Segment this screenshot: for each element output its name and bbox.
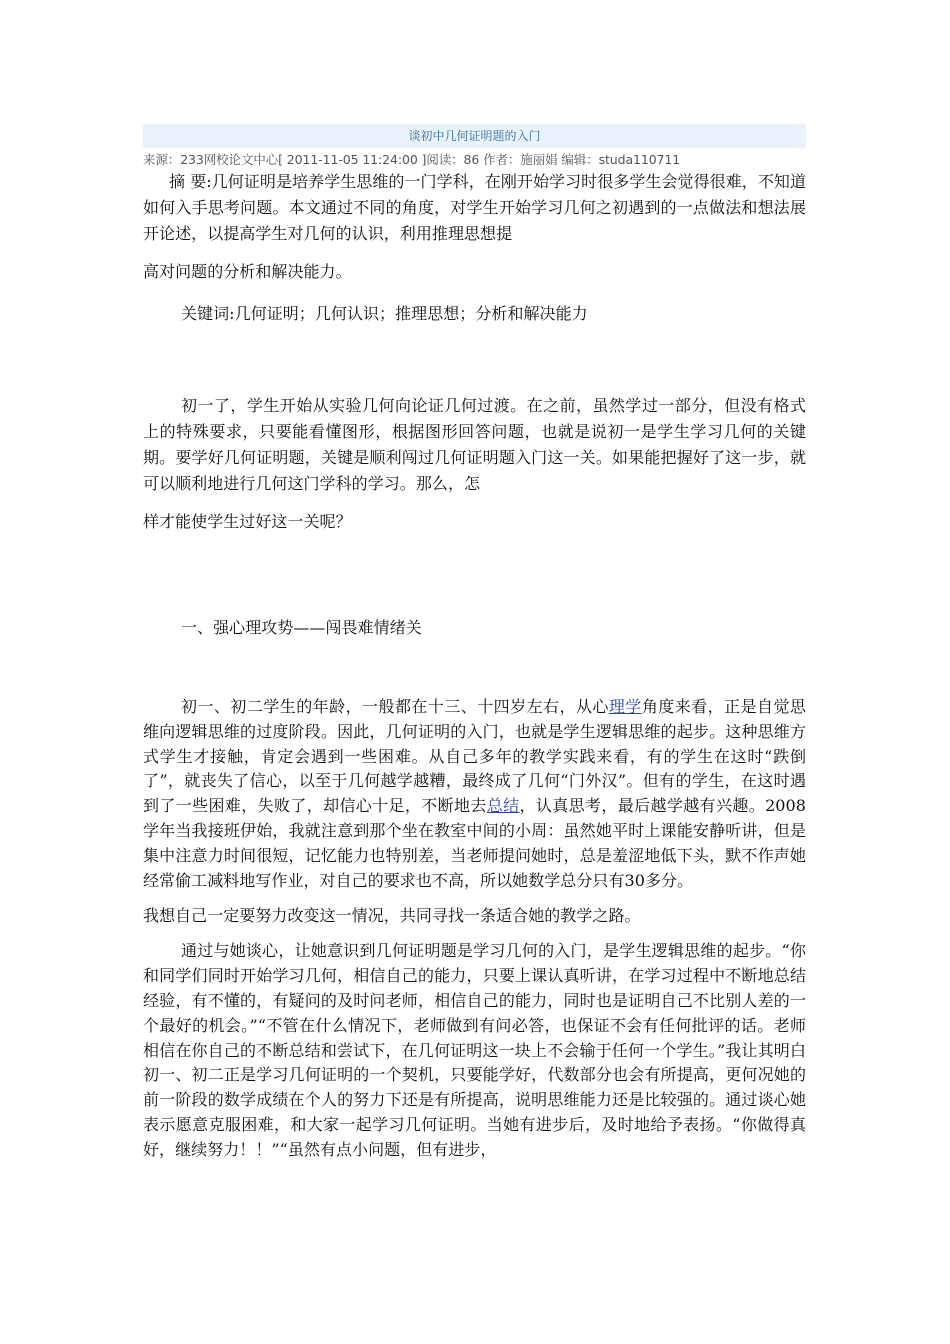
keywords-paragraph: 关键词:几何证明；几何认识；推理思想；分析和解决能力 — [181, 304, 588, 323]
article-page — [143, 124, 806, 1163]
psychology-link[interactable]: 理学 — [608, 697, 642, 716]
para1-text-a: 初一、初二学生的年龄，一般都在十三、十四岁左右，从心 — [181, 697, 609, 716]
intro-text: 初一了，学生开始从实验几何向论证几何过渡。在之前，虽然学过一部分，但没有格式上的特殊要求，只要能看懂图形，根据图形回答问题，也就是说初一是学生学习几何的关键期。要学好几何证明题，关键是顺利闯过几何证明题入门这一关。如果能把握好了这一步，就可以顺利地进行几何这门学科的学习。那么，怎 — [143, 396, 806, 493]
abstract-text-end: 高对问题的分析和解决能力。 — [143, 262, 352, 281]
para1-text-b: 角度来看，正是自觉思维向逻辑思维的过度阶段。因此，几何证明的入门，也就是学生逻辑思维的起步。这种思维方式学生才接触，肯定会遇到一些困难。从自己多年的教学实践来看，有的学生在这时“跌倒了”，就丧失了信心，以至于几何越学越糟，最终成了几何“门外汉”。但有的学生，在这时遇到了一些困难，失败了，却信心十足，不断地去 — [143, 697, 806, 816]
intro-text-end: 样才能使学生过好这一关呢？ — [143, 512, 352, 531]
article-meta: 来源：233网校论文中心[ 2011-11-05 11:24:00 ]阅读：86 作者：施丽娟 编辑：studa110711 — [143, 152, 681, 167]
para1-text-c: ，认真思考，最后越学越有兴趣。2008学年当我接班伊始，我就注意到那个坐在教室中间的小周：虽然她平时上课能安静听讲，但是集中注意力时间很短，记忆能力也特别差，当老师提问她时，总是羞涩地低下头，默不作声她经常偷工减料地写作业，对自己的要求也不高，所以她数学总分只有30多分。 — [143, 796, 806, 890]
summary-link[interactable]: 总结 — [486, 796, 520, 816]
body-paragraph-1-tail: 我想自己一定要努力改变这一情况，共同寻找一条适合她的教学之路。 — [143, 906, 641, 926]
abstract-paragraph — [143, 169, 806, 285]
section-heading: 一、强心理攻势——闯畏难情绪关 — [181, 618, 422, 637]
intro-paragraph — [143, 393, 806, 535]
body-paragraph-2: 通过与她谈心，让她意识到几何证明题是学习几何的入门，是学生逻辑思维的起步。“你和同学们同时开始学习几何，相信自己的能力，只要上课认真听讲，在学习过程中不断地总结经验，有不懂的，有疑问的及时问老师，相信自己的能力，同时也是证明自己不比别人差的一个最好的机会。”“不管在什么情况下，老师做到有问必答，也保证不会有任何批评的话。老师相信在你自己的不断总结和尝试下，在几何证明这一块上不会输于任何一个学生。”我让其明白初一、初二正是学习几何证明的一个契机，只要能学好，代数部分也会有所提高，更何况她的前一阶段的数学成绩在个人的努力下还是有所提高，说明思维能力还是比较强的。通过谈心她表示愿意克服困难，和大家一起学习几何证明。当她有进步后，及时地给予表扬。“你做得真好，继续努力！！”“虽然有点小问题，但有进步， — [143, 941, 806, 1159]
abstract-text: 摘 要:几何证明是培养学生思维的一门学科，在刚开始学习时很多学生会觉得很难，不知道如何入手思考问题。本文通过不同的角度，对学生开始学习几何之初遇到的一点做法和想法展开论述，以提高学生对几何的认识，利用推理思想提 — [143, 172, 806, 243]
article-title-bar — [143, 124, 806, 148]
body-paragraph-1 — [143, 695, 806, 893]
article-title: 谈初中几何证明题的入门 — [408, 129, 541, 143]
